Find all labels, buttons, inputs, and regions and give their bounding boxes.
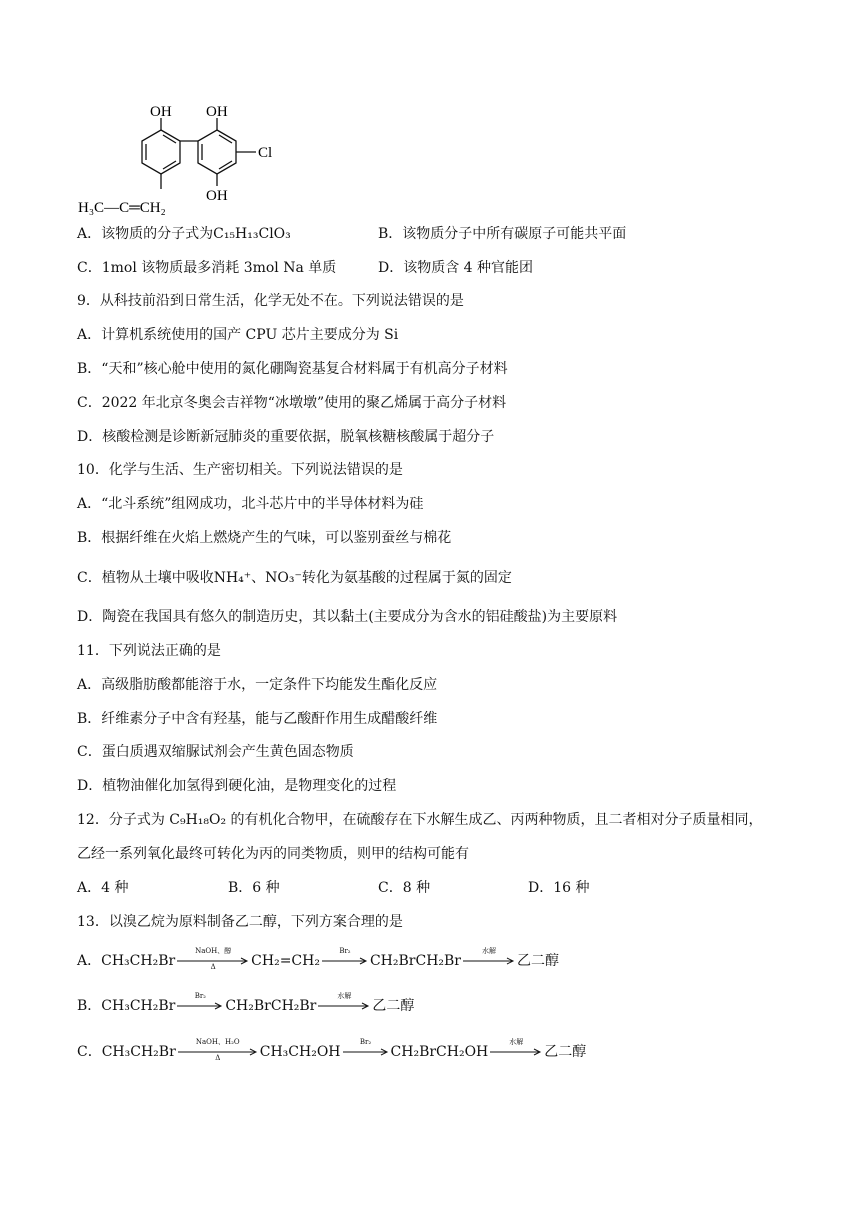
q12-option-b: B．6 种	[228, 880, 280, 896]
arrow-condition-top: 水解	[337, 992, 352, 1000]
chlorine-label: Cl	[258, 145, 273, 161]
q11-stem: 11．下列说法正确的是	[77, 643, 221, 659]
q8-option-c: C．1mol 该物质最多消耗 3mol Na 单质	[77, 260, 337, 276]
q9-stem: 9．从科技前沿到日常生活，化学无处不在。下列说法错误的是	[77, 293, 464, 309]
q13-a-intermediate-2: CH₂BrCH₂Br	[369, 953, 461, 969]
q10-option-c: C．植物从土壤中吸收NH₄⁺、NO₃⁻转化为氨基酸的过程属于氮的固定	[77, 570, 512, 586]
q12-stem-line1: 12．分子式为 C₉H₁₈O₂ 的有机化合物甲，在硫酸存在下水解生成乙、丙两种物质，且二者相对分子质量相同，	[77, 812, 763, 828]
q13-c-reactant: CH₃CH₂Br	[101, 1044, 176, 1060]
q9-option-d: D．核酸检测是诊断新冠肺炎的重要依据，脱氧核糖核酸属于超分子	[77, 429, 495, 445]
arrow-condition-top: Br₂	[359, 1038, 372, 1046]
q12-option-c: C．8 种	[378, 880, 431, 896]
q12-stem-line2: 乙经一系列氧化最终可转化为丙的同类物质，则甲的结构可能有	[77, 846, 469, 862]
q8-option-a: A．该物质的分子式为C₁₅H₁₃ClO₃	[77, 226, 291, 242]
oh-top-right-label: OH	[206, 104, 228, 120]
arrow-condition-top: Br₂	[339, 947, 351, 955]
q10-option-a: A．“北斗系统”组网成功，北斗芯片中的半导体材料为硅	[77, 496, 424, 512]
q13-option-b	[77, 992, 415, 1016]
q13-b-intermediate: CH₂BrCH₂Br	[225, 998, 317, 1014]
q8-option-b: B．该物质分子中所有碳原子可能共平面	[378, 226, 627, 242]
structural-formula-diagram	[76, 100, 336, 220]
reaction-arrow	[177, 992, 223, 1016]
q13-b-label: B．	[77, 998, 102, 1014]
q11-option-b: B．纤维素分子中含有羟基，能与乙酸酐作用生成醋酸纤维	[77, 711, 438, 727]
q10-option-d: D．陶瓷在我国具有悠久的制造历史，其以黏土(主要成分为含水的铝硅酸盐)为主要原料	[77, 609, 618, 625]
reaction-arrow	[463, 947, 515, 971]
q12-option-d: D．16 种	[528, 880, 590, 896]
q13-option-c	[77, 1038, 587, 1062]
reaction-arrow	[178, 1038, 258, 1062]
q9-option-a: A．计算机系统使用的国产 CPU 芯片主要成分为 Si	[77, 327, 399, 343]
q13-stem: 13．以溴乙烷为原料制备乙二醇，下列方案合理的是	[77, 914, 403, 930]
reaction-arrow	[177, 947, 249, 971]
right-benzene-ring	[198, 130, 236, 174]
arrow-condition-top: 水解	[482, 947, 496, 955]
q13-c-intermediate-1: CH₃CH₂OH	[259, 1044, 341, 1060]
q13-b-product: 乙二醇	[372, 998, 415, 1014]
left-benzene-ring	[142, 130, 180, 174]
q9-option-b: B．“天和”核心舱中使用的氮化硼陶瓷基复合材料属于有机高分子材料	[77, 361, 508, 377]
reaction-arrow	[322, 947, 368, 971]
q13-option-a	[77, 947, 559, 971]
arrow-condition-bottom: Δ	[215, 1054, 221, 1062]
q11-option-a: A．高级脂肪酸都能溶于水，一定条件下均能发生酯化反应	[77, 677, 438, 693]
reaction-arrow	[343, 1038, 389, 1062]
oh-top-left-label: OH	[150, 104, 172, 120]
q13-a-label: A．	[77, 953, 102, 969]
q11-option-c: C．蛋白质遇双缩脲试剂会产生黄色固态物质	[77, 744, 354, 760]
arrow-condition-top: NaOH、醇	[195, 947, 232, 955]
q13-a-intermediate-1: CH₂=CH₂	[251, 953, 320, 969]
q13-a-product: 乙二醇	[517, 953, 559, 969]
q10-stem: 10．化学与生活、生产密切相关。下列说法错误的是	[77, 462, 403, 478]
vinyl-group-label: H₃C—C═CH₂	[78, 200, 166, 216]
q11-option-d: D．植物油催化加氢得到硬化油，是物理变化的过程	[77, 778, 397, 794]
q12-option-a: A．4 种	[77, 880, 129, 896]
q13-a-reactant: CH₃CH₂Br	[101, 953, 176, 969]
arrow-condition-top: Br₂	[194, 992, 206, 1000]
q13-c-product: 乙二醇	[544, 1044, 587, 1060]
oh-bottom-label: OH	[206, 188, 228, 204]
q13-b-reactant: CH₃CH₂Br	[101, 998, 176, 1014]
arrow-condition-top: NaOH、H₂O	[195, 1038, 240, 1046]
q8-option-d: D．该物质含 4 种官能团	[378, 260, 534, 276]
reaction-arrow	[318, 992, 370, 1016]
q13-c-intermediate-2: CH₂BrCH₂OH	[390, 1044, 489, 1060]
reaction-arrow	[490, 1038, 542, 1062]
arrow-condition-bottom: Δ	[210, 963, 216, 971]
q10-option-b: B．根据纤维在火焰上燃烧产生的气味，可以鉴别蚕丝与棉花	[77, 530, 452, 546]
arrow-condition-top: 水解	[509, 1038, 524, 1046]
q13-c-label: C．	[77, 1044, 102, 1060]
q9-option-c: C．2022 年北京冬奥会吉祥物“冰墩墩”使用的聚乙烯属于高分子材料	[77, 395, 507, 411]
